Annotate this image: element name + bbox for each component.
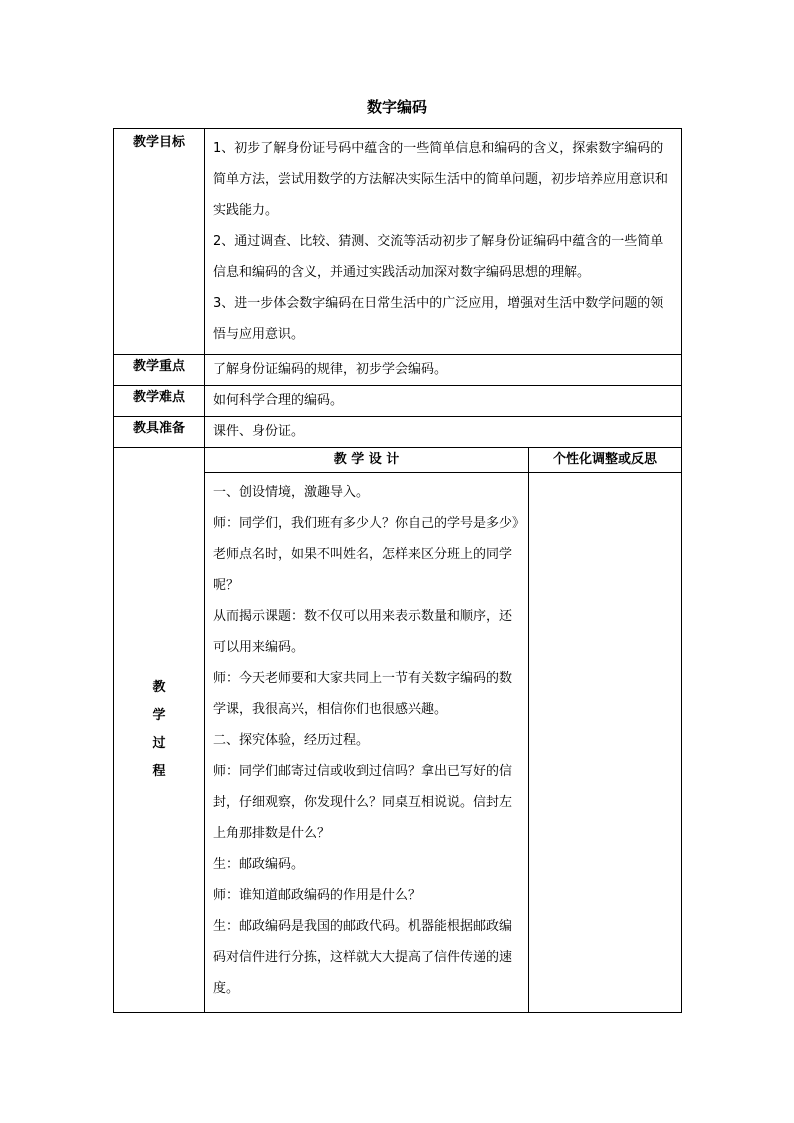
materials-content: 课件、身份证。: [205, 417, 682, 448]
difficulties-content: 如何科学合理的编码。: [205, 386, 682, 417]
reflection-content: [529, 473, 682, 1013]
difficulties-row: [114, 386, 682, 417]
design-header: 教 学 设 计: [205, 448, 529, 473]
process-label-char: 学: [152, 708, 166, 723]
objective-item: 1、初步了解身份证号码中蕴含的一些简单信息和编码的含义，探索数字编码的简单方法，尝试用数学的方法解决实际生活中的简单问题，初步培养应用意识和实践能力。: [213, 141, 669, 218]
page-title: 数字编码: [366, 98, 427, 116]
process-label: [114, 448, 205, 1013]
design-paragraph: 师：同学们，我们班有多少人？你自己的学号是多少》老师点名时，如果不叫姓名，怎样来区分班上的同学呢？: [213, 516, 519, 593]
design-paragraph: 一、创设情境，激趣导入。: [213, 485, 370, 500]
design-paragraph: 从而揭示课题：数不仅可以用来表示数量和顺序，还可以用来编码。: [213, 609, 513, 655]
lesson-plan-table: [113, 128, 682, 1013]
objectives-label: 教学目标: [114, 129, 205, 355]
objectives-content: [205, 129, 682, 355]
design-paragraph: 师：同学们邮寄过信或收到过信吗？拿出已写好的信封，仔细观察，你发现什么？同桌互相说说。信封左上角那排数是什么？: [213, 764, 513, 841]
key-points-label: 教学重点: [114, 355, 205, 386]
key-points-row: [114, 355, 682, 386]
design-paragraph: 师：今天老师要和大家共同上一节有关数字编码的数学课，我很高兴，相信你们也很感兴趣。: [213, 671, 513, 717]
design-paragraph: 生：邮政编码是我国的邮政代码。机器能根据邮政编码对信件进行分拣，这样就大大提高了信件传递的速度。: [213, 919, 513, 996]
process-label-char: 程: [152, 764, 166, 779]
objective-item: 2、通过调查、比较、猜测、交流等活动初步了解身份证编码中蕴含的一些简单信息和编码的含义，并通过实践活动加深对数字编码思想的理解。: [213, 234, 664, 280]
key-points-content: 了解身份证编码的规律，初步学会编码。: [205, 355, 682, 386]
design-content: [205, 473, 529, 1013]
process-header-row: [114, 448, 682, 473]
reflection-header: 个性化调整或反思: [529, 448, 682, 473]
materials-row: [114, 417, 682, 448]
process-label-char: 过: [152, 736, 166, 751]
objective-item: 3、进一步体会数字编码在日常生活中的广泛应用，增强对生活中数学问题的领悟与应用意识。: [213, 296, 664, 342]
difficulties-label: 教学难点: [114, 386, 205, 417]
process-label-char: 教: [152, 680, 166, 695]
objectives-row: [114, 129, 682, 355]
design-paragraph: 师：谁知道邮政编码的作用是什么？: [213, 888, 422, 903]
design-paragraph: 生：邮政编码。: [213, 857, 305, 872]
design-paragraph: 二、探究体验，经历过程。: [213, 733, 370, 748]
materials-label: 教具准备: [114, 417, 205, 448]
